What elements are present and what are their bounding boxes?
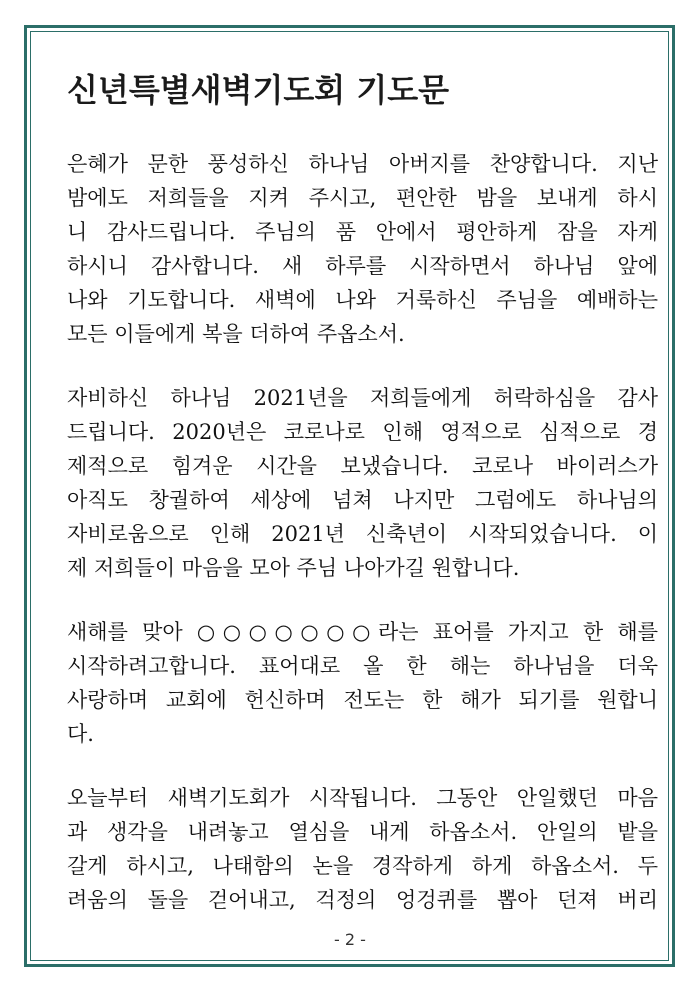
- paragraph: [67, 381, 658, 585]
- text-line: 하시니 감사합니다. 새 하루를 시작하면서 하나님 앞에: [67, 254, 658, 278]
- text-line: 드립니다. 2020년은 코로나로 인해 영적으로 심적으로 경: [67, 420, 658, 444]
- text-line: 새해를 맞아 ○○○○○○○라는 표어를 가지고 한 해를: [67, 620, 658, 644]
- paragraph: [67, 615, 658, 751]
- page-number: - 2 -: [334, 930, 366, 949]
- text-line: 밤에도 저희들을 지켜 주시고, 편안한 밤을 보내게 하시: [67, 186, 658, 210]
- text-line: 나와 기도합니다. 새벽에 나와 거룩하신 주님을 예배하는: [67, 288, 658, 312]
- paragraph-spacer: [67, 351, 658, 381]
- text-line: 사랑하며 교회에 헌신하며 전도는 한 해가 되기를 원합니: [67, 688, 658, 712]
- text-line: 제적으로 힘겨운 시간을 보냈습니다. 코로나 바이러스가: [67, 454, 658, 478]
- paragraph-spacer: [67, 585, 658, 615]
- paragraph: [67, 781, 658, 917]
- text-line: 과 생각을 내려놓고 열심을 내게 하옵소서. 안일의 밭을: [67, 820, 658, 844]
- text-line: 려움의 돌을 걷어내고, 걱정의 엉겅퀴를 뽑아 던져 버리: [67, 888, 658, 912]
- text-line: 다.: [67, 722, 94, 746]
- text-line: 오늘부터 새벽기도회가 시작됩니다. 그동안 안일했던 마음: [67, 786, 658, 810]
- text-line: 갈게 하시고, 나태함의 논을 경작하게 하게 하옵소서. 두: [67, 854, 658, 878]
- text-line: 자비하신 하나님 2021년을 저희들에게 허락하심을 감사: [67, 386, 658, 410]
- text-line: 니 감사드립니다. 주님의 품 안에서 평안하게 잠을 자게: [67, 220, 658, 244]
- document-body: [67, 147, 658, 917]
- text-line: 은혜가 문한 풍성하신 하나님 아버지를 찬양합니다. 지난: [67, 152, 658, 176]
- paragraph-spacer: [67, 751, 658, 781]
- paragraph: [67, 147, 658, 351]
- text-line: 제 저희들이 마음을 모아 주님 나아가길 원합니다.: [67, 556, 520, 580]
- document-title: 신년특별새벽기도회 기도문: [67, 71, 450, 109]
- text-line: 시작하려고합니다. 표어대로 올 한 해는 하나님을 더욱: [67, 654, 658, 678]
- text-line: 아직도 창궐하여 세상에 넘쳐 나지만 그럼에도 하나님의: [67, 488, 658, 512]
- text-line: 모든 이들에게 복을 더하여 주옵소서.: [67, 322, 405, 346]
- text-line: 자비로움으로 인해 2021년 신축년이 시작되었습니다. 이: [67, 522, 658, 546]
